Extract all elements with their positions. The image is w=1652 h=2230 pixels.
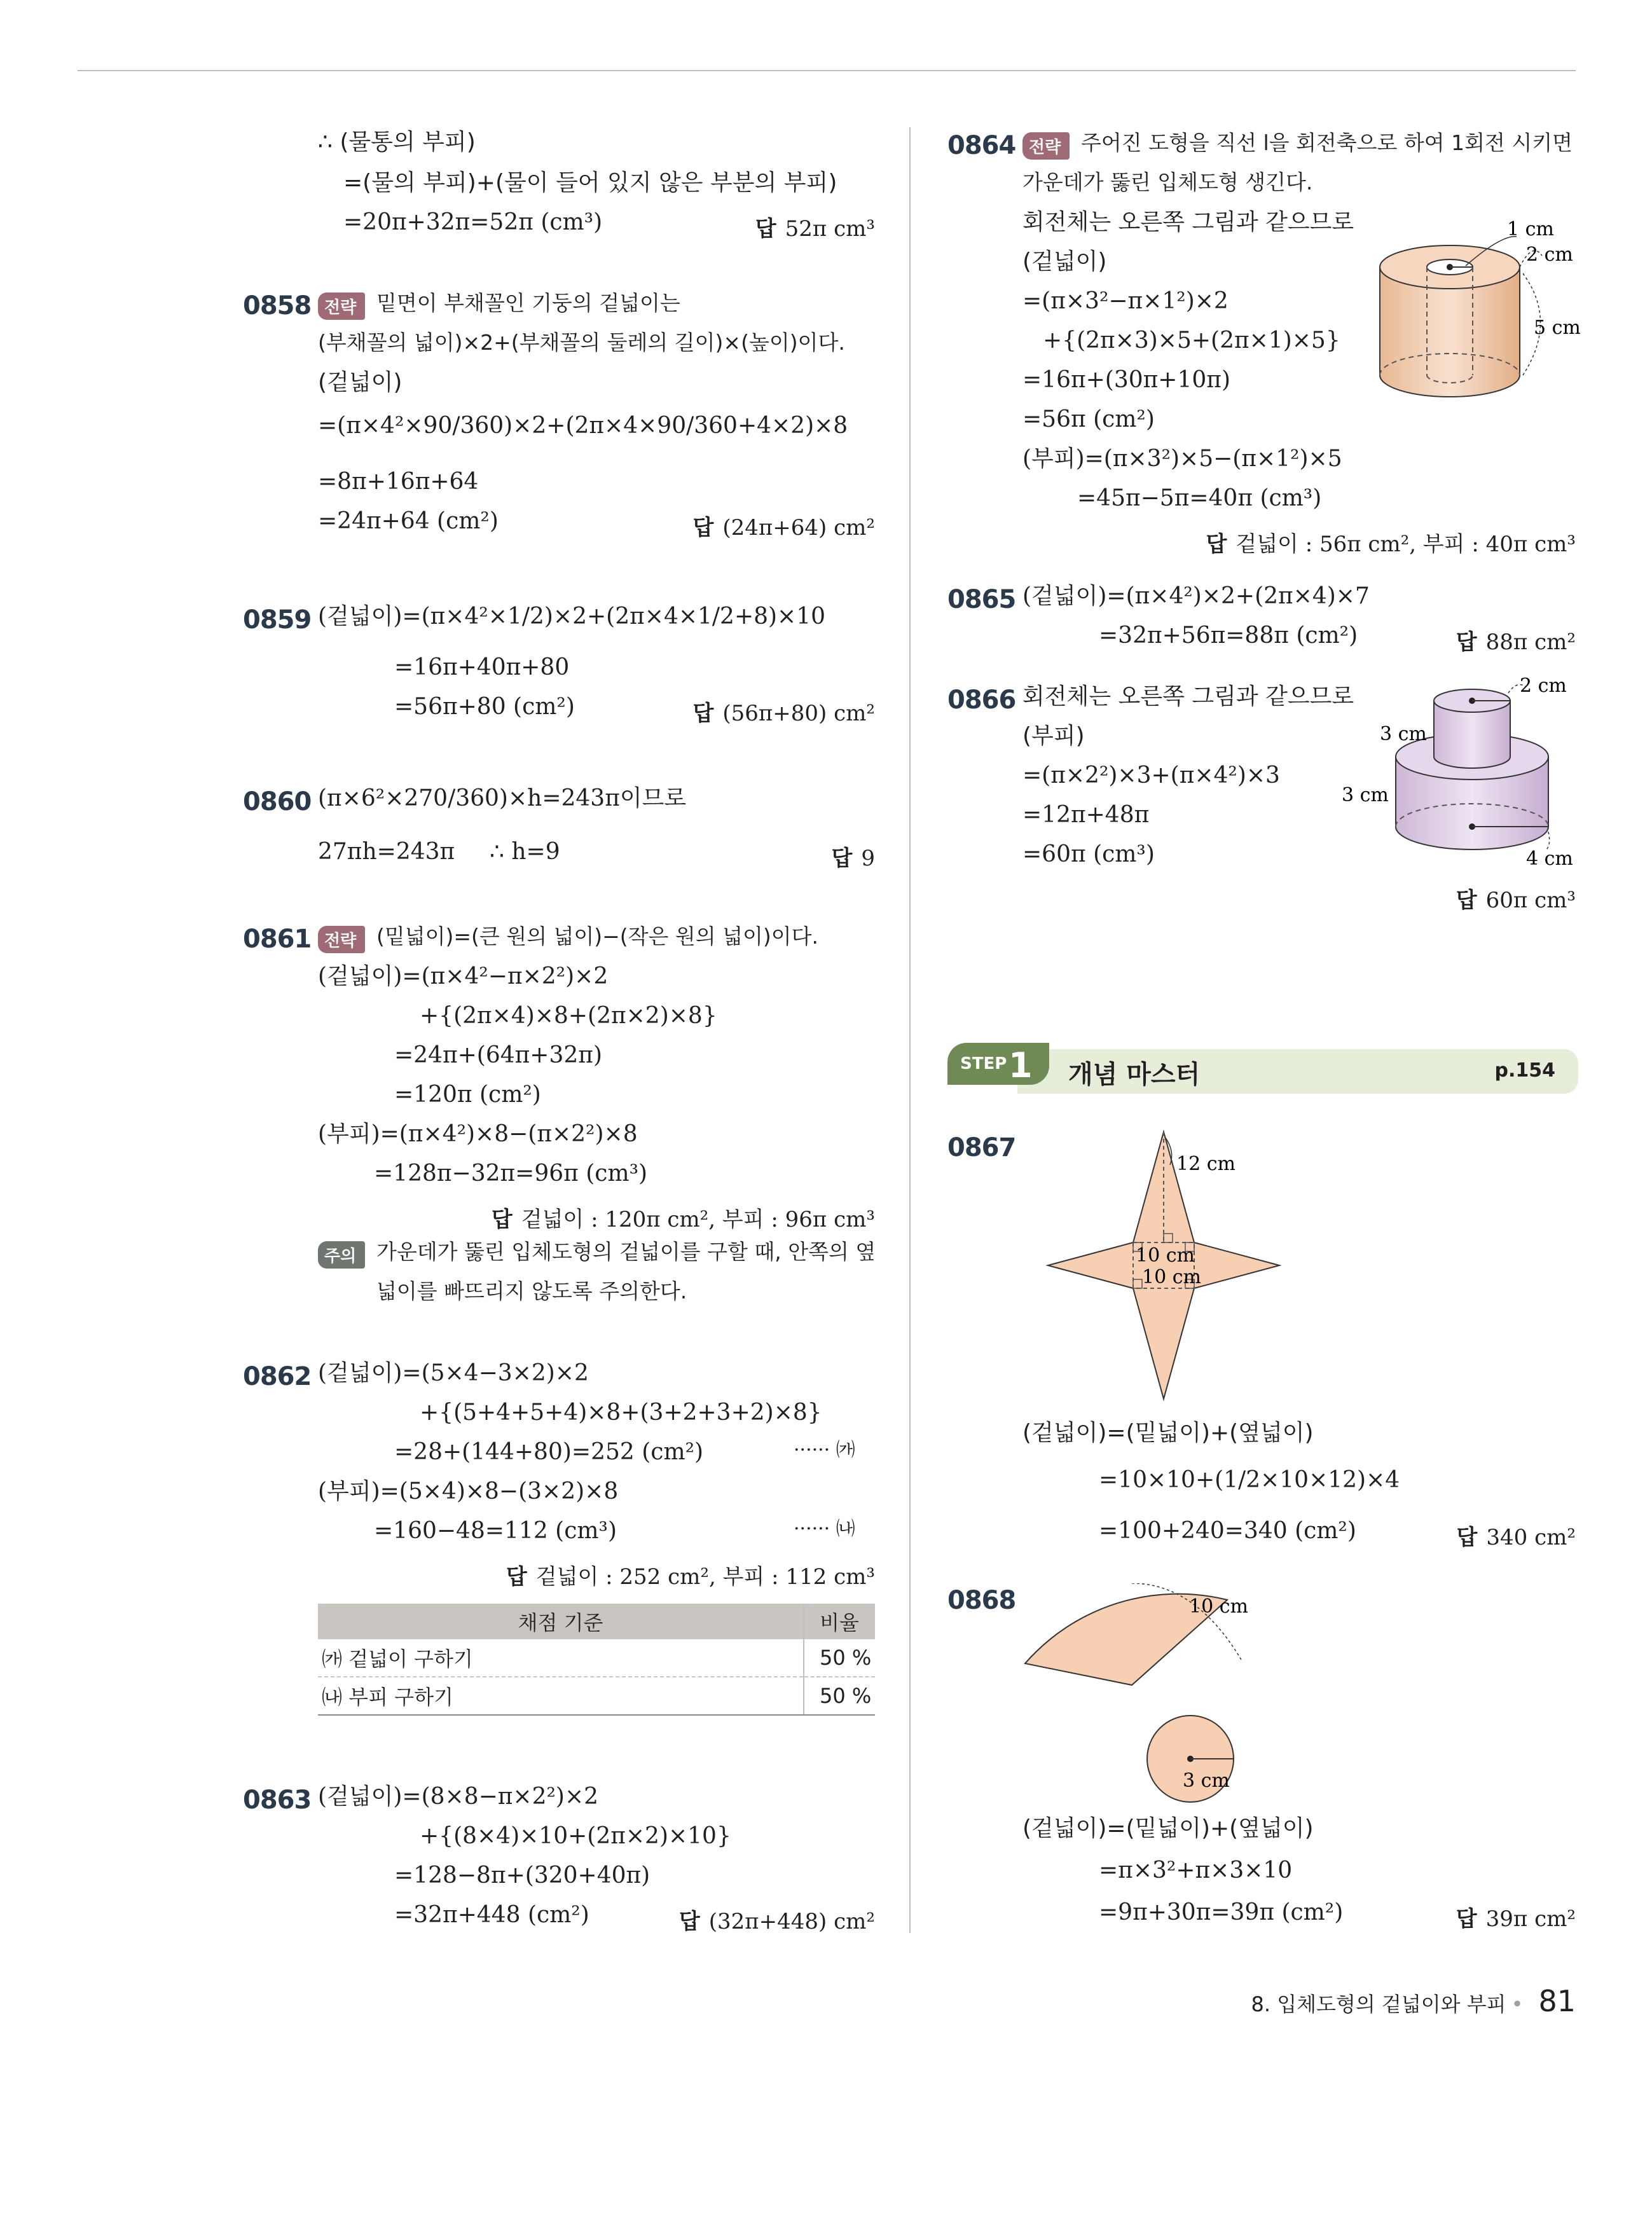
line: ∴ (물통의 부피) — [318, 129, 476, 155]
answer: 답 겉넓이 : 120π cm², 부피 : 96π cm³ — [491, 1207, 875, 1232]
line: =10×10+(1/2×10×12)×4 — [1099, 1467, 1400, 1493]
problem-number: 0865 — [947, 585, 1016, 614]
label-3cm-lower: 3 cm — [1342, 784, 1389, 806]
problem-number: 0866 — [947, 685, 1016, 715]
top-rule — [78, 70, 1576, 71]
line: (겉넓이) — [1022, 249, 1107, 275]
line: =24π+(64π+32π) — [394, 1042, 602, 1068]
label-12cm: 12 cm — [1176, 1153, 1236, 1175]
line: (겉넓이)=(π×4²×1/2)×2+(2π×4×1/2+8)×10 — [318, 603, 826, 630]
line: (밑넓이)=(큰 원의 넓이)−(작은 원의 넓이)이다. — [376, 924, 819, 949]
label-10cm-a: 10 cm — [1136, 1244, 1195, 1267]
line: +{(5+4+5+4)×8+(3+2+3+2)×8} — [420, 1400, 822, 1426]
line: (겉넓이)=(밑넓이)+(옆넓이) — [1022, 1815, 1314, 1841]
problem-number: 0867 — [947, 1133, 1016, 1162]
column-divider — [909, 127, 911, 1933]
line: =24π+64 (cm²) — [318, 508, 499, 534]
answer: 답 (32π+448) cm² — [678, 1909, 875, 1934]
line: =128π−32π=96π (cm³) — [374, 1160, 648, 1187]
strategy-tag: 전략 — [1022, 132, 1070, 160]
line: =π×3²+π×3×10 — [1099, 1857, 1293, 1883]
line: (부피)=(π×3²)×5−(π×1²)×5 — [1022, 446, 1342, 472]
stacked-cylinders-figure — [1342, 674, 1583, 878]
line: 주어진 도형을 직선 l을 회전축으로 하여 1회전 시키면 — [1081, 130, 1573, 155]
line: (겉넓이)=(5×4−3×2)×2 — [318, 1360, 589, 1386]
line: =8π+16π+64 — [318, 469, 479, 495]
line: =16π+40π+80 — [394, 654, 570, 680]
line: (겉넓이) — [318, 369, 403, 396]
answer: 답 9 — [831, 846, 875, 871]
line: =32π+56π=88π (cm²) — [1099, 623, 1358, 649]
section-header-step1 — [947, 1043, 1578, 1094]
problem-number: 0862 — [243, 1362, 312, 1391]
line: =12π+48π — [1022, 802, 1150, 828]
label-4cm: 4 cm — [1526, 848, 1573, 870]
note-line: 가운데가 뚫린 입체도형의 겉넓이를 구할 때, 안쪽의 옆 — [376, 1239, 876, 1264]
line: =20π+32π=52π (cm³) — [343, 209, 603, 235]
line: =128−8π+(320+40π) — [394, 1862, 650, 1889]
answer: 답 겉넓이 : 56π cm², 부피 : 40π cm³ — [1206, 532, 1576, 557]
problem-number: 0868 — [947, 1586, 1016, 1615]
line: 회전체는 오른쪽 그림과 같으므로 — [1022, 209, 1354, 235]
line: 회전체는 오른쪽 그림과 같으므로 — [1022, 684, 1354, 710]
label-10cm: 10 cm — [1189, 1595, 1248, 1618]
chapter-title: 8. 입체도형의 겉넓이와 부피 — [1251, 1992, 1506, 2016]
label-3cm-upper: 3 cm — [1380, 723, 1427, 745]
line: 27πh=243π — [318, 839, 455, 865]
strategy-tag: 전략 — [318, 293, 365, 320]
problem-number: 0861 — [243, 925, 312, 954]
problem-number: 0864 — [947, 131, 1016, 160]
scoring-table — [318, 1604, 875, 1716]
problem-number: 0859 — [243, 605, 312, 635]
problem-number: 0863 — [243, 1786, 312, 1815]
line: (겉넓이)=(π×4²)×2+(2π×4)×7 — [1022, 583, 1370, 609]
line: ∴ h=9 — [490, 839, 560, 865]
line: 밑면이 부채꼴인 기둥의 겉넓이는 — [376, 291, 680, 315]
line: +{(2π×4)×8+(2π×2)×8} — [420, 1003, 717, 1029]
label-5cm: 5 cm — [1534, 317, 1581, 339]
section-title: 개념 마스터 — [1068, 1060, 1201, 1089]
line: (부피)=(5×4)×8−(3×2)×8 — [318, 1478, 619, 1504]
problem-number: 0858 — [243, 291, 312, 320]
line: (부피)=(π×4²)×8−(π×2²)×8 — [318, 1121, 638, 1147]
line: =120π (cm²) — [394, 1082, 541, 1108]
label-2cm: 2 cm — [1520, 675, 1567, 697]
answer: 답 (56π+80) cm² — [692, 701, 875, 726]
answer: 답 60π cm³ — [1456, 888, 1576, 913]
line: (겉넓이)=(8×8−π×2²)×2 — [318, 1784, 599, 1810]
label-3cm: 3 cm — [1183, 1770, 1230, 1792]
table-header: 비율 — [804, 1604, 875, 1639]
line: =28+(144+80)=252 (cm²) — [394, 1439, 704, 1465]
line: (π×6²×270/360)×h=243π이므로 — [318, 785, 687, 811]
strategy-tag: 전략 — [318, 926, 365, 953]
line: =(π×2²)×3+(π×4²)×3 — [1022, 762, 1280, 788]
line: =(물의 부피)+(물이 들어 있지 않은 부분의 부피) — [343, 170, 837, 196]
answer: 답 52π cm³ — [755, 216, 875, 242]
pyramid-net-figure — [1017, 1125, 1297, 1405]
line: =45π−5π=40π (cm³) — [1077, 485, 1322, 511]
section-page-ref: p.154 — [1494, 1059, 1555, 1082]
answer: 답 340 cm² — [1456, 1525, 1576, 1550]
line: =(π×3²−π×1²)×2 — [1022, 288, 1229, 314]
line: +{(8×4)×10+(2π×2)×10} — [420, 1823, 731, 1849]
line: =100+240=340 (cm²) — [1099, 1518, 1356, 1544]
line: (부피) — [1022, 723, 1085, 749]
step-badge: STEP 1 — [947, 1043, 1049, 1085]
answer: 답 겉넓이 : 252 cm², 부피 : 112 cm³ — [506, 1564, 875, 1590]
caution-tag: 주의 — [318, 1241, 365, 1269]
answer: 답 39π cm² — [1456, 1906, 1576, 1932]
line: =9π+30π=39π (cm²) — [1099, 1899, 1344, 1925]
cone-net-figure — [1017, 1583, 1284, 1819]
line: =56π+80 (cm²) — [394, 694, 575, 720]
line: =(π×4²×90/360)×2+(2π×4×90/360+4×2)×8 — [318, 413, 848, 439]
marker: ······ ㈏ — [794, 1518, 855, 1540]
line: (겉넓이)=(밑넓이)+(옆넓이) — [1022, 1420, 1314, 1446]
answer: 답 (24π+64) cm² — [692, 515, 875, 540]
page-number: 81 — [1538, 1984, 1576, 2018]
line: 가운데가 뚫린 입체도형 생긴다. — [1022, 170, 1313, 195]
line: =32π+448 (cm²) — [394, 1902, 589, 1928]
label-1cm: 1 cm — [1507, 218, 1554, 240]
table-row: ㈏ 부피 구하기 50 % — [318, 1677, 875, 1715]
label-2cm: 2 cm — [1526, 244, 1573, 266]
table-row: ㈎ 겉넓이 구하기 50 % — [318, 1639, 875, 1677]
page-footer: 8. 입체도형의 겉넓이와 부피 • 81 — [1251, 1984, 1576, 2018]
line: =160−48=112 (cm³) — [374, 1518, 617, 1544]
line: (부채꼴의 넓이)×2+(부채꼴의 둘레의 길이)×(높이)이다. — [318, 330, 845, 355]
line: (겉넓이)=(π×4²−π×2²)×2 — [318, 963, 609, 989]
problem-number: 0860 — [243, 787, 312, 816]
label-10cm-b: 10 cm — [1142, 1266, 1201, 1288]
line: =56π (cm²) — [1022, 406, 1155, 432]
hollow-cylinder-figure — [1367, 216, 1583, 413]
line: +{(2π×3)×5+(2π×1)×5} — [1043, 327, 1340, 354]
note-line: 넓이를 빠뜨리지 않도록 주의한다. — [376, 1279, 687, 1304]
line: =16π+(30π+10π) — [1022, 367, 1230, 393]
answer: 답 88π cm² — [1456, 630, 1576, 655]
marker: ······ ㈎ — [794, 1439, 855, 1461]
line: =60π (cm³) — [1022, 841, 1155, 867]
table-header: 채점 기준 — [318, 1604, 804, 1639]
